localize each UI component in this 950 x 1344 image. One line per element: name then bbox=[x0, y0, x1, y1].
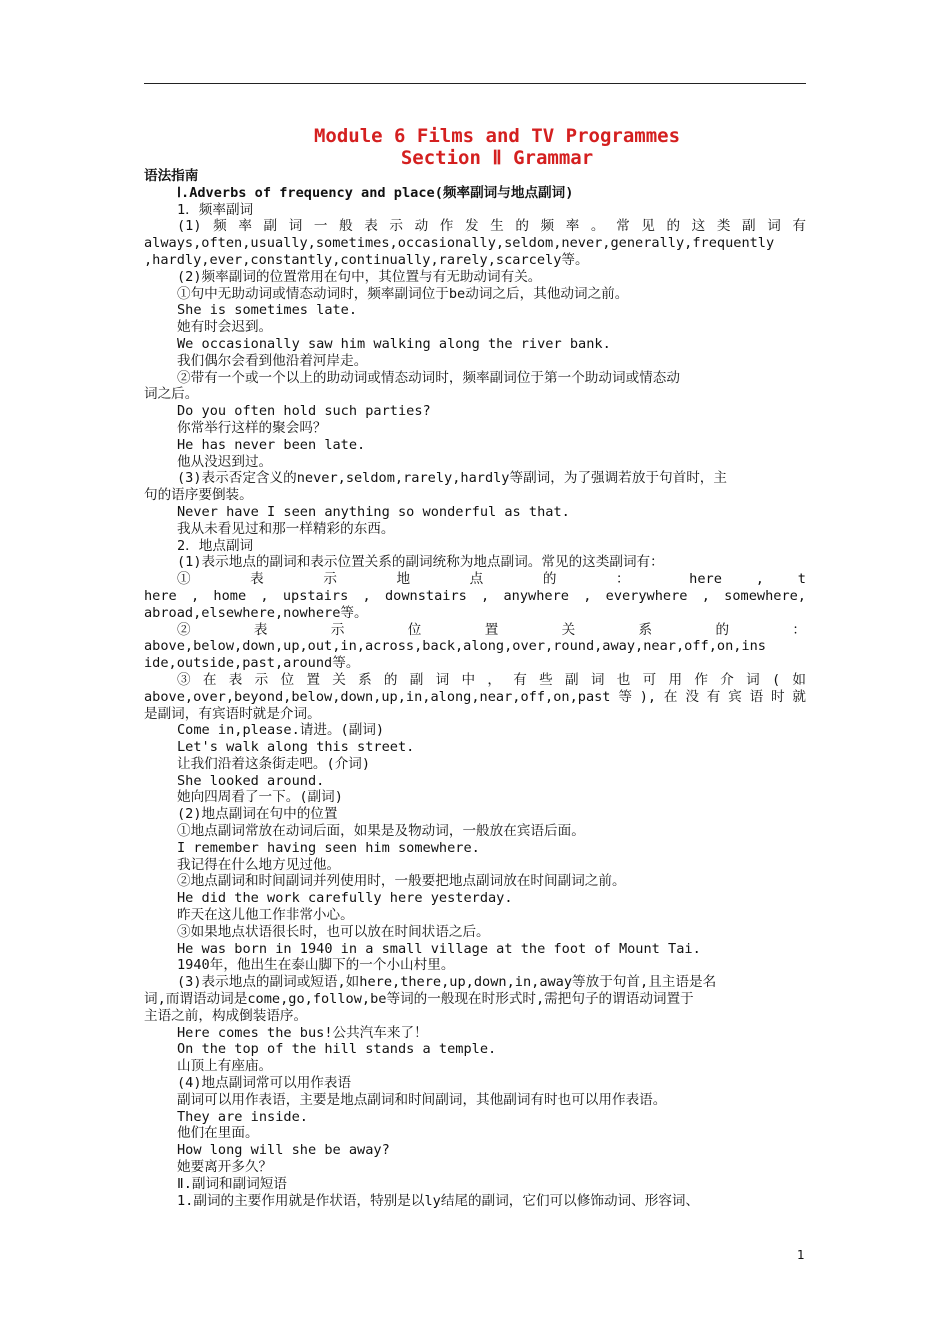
text-line: 1.副词的主要作用就是作状语，特别是以ly结尾的副词，它们可以修饰动词、形容词、 bbox=[177, 1192, 700, 1209]
text-line: abroad,elsewhere,nowhere等。 bbox=[144, 604, 368, 621]
text-line: 副词可以用作表语，主要是地点副词和时间副词，其他副词有时也可以用作表语。 bbox=[177, 1091, 667, 1108]
text-line: ③如果地点状语很长时，也可以放在时间状语之后。 bbox=[177, 923, 490, 940]
text-line: Never have I seen anything so wonderful as that. bbox=[177, 503, 570, 520]
text-line: (2)地点副词在句中的位置 bbox=[177, 806, 338, 823]
text-line: always,often,usually,sometimes,occasionally,seldom,never,generally,frequently bbox=[144, 235, 775, 252]
text-line: 昨天在这儿他工作非常小心。 bbox=[177, 907, 354, 924]
text-line: ① 表 示 地 点 的 ： here , t bbox=[177, 571, 806, 588]
text-line: They are inside. bbox=[177, 1108, 308, 1125]
header-rule bbox=[144, 83, 806, 84]
text-line: 山顶上有座庙。 bbox=[177, 1058, 273, 1075]
text-line: How long will she be away? bbox=[177, 1142, 390, 1159]
text-line: 我们偶尔会看到他沿着河岸走。 bbox=[177, 352, 368, 369]
text-line: 是副词，有宾语时就是介词。 bbox=[144, 705, 321, 722]
text-line: 1．频率副词 bbox=[177, 201, 254, 218]
text-line: Ⅰ.Adverbs of frequency and place(频率副词与地点副词) bbox=[177, 184, 574, 201]
text-line: above,over,beyond,below,down,up,in,along,near,off,on,past等),在没有宾语时就 bbox=[144, 688, 806, 705]
text-line: 她向四周看了一下。(副词) bbox=[177, 789, 343, 806]
text-line: ①地点副词常放在动词后面，如果是及物动词，一般放在宾语后面。 bbox=[177, 823, 585, 840]
text-line: We occasionally saw him walking along the river bank. bbox=[177, 335, 611, 352]
text-line: Let's walk along this street. bbox=[177, 739, 415, 756]
text-line: 他从没迟到过。 bbox=[177, 453, 273, 470]
text-line: ide,outside,past,around等。 bbox=[144, 655, 360, 672]
text-line: He did the work carefully here yesterday. bbox=[177, 890, 513, 907]
text-line: 2．地点副词 bbox=[177, 537, 254, 554]
text-line: (3)表示地点的副词或短语,如here,there,up,down,in,away等放于句首,且主语是名 bbox=[177, 974, 717, 991]
text-line: She looked around. bbox=[177, 772, 325, 789]
text-line: 我记得在什么地方见过他。 bbox=[177, 856, 341, 873]
text-line: 我从未看见过和那一样精彩的东西。 bbox=[177, 520, 395, 537]
text-line: He was born in 1940 in a small village at the foot of Mount Tai. bbox=[177, 940, 701, 957]
text-line: ②地点副词和时间副词并列使用时，一般要把地点副词放在时间副词之前。 bbox=[177, 873, 626, 890]
text-line: 1940年，他出生在泰山脚下的一个小山村里。 bbox=[177, 957, 455, 974]
text-line: 他们在里面。 bbox=[177, 1125, 259, 1142]
text-line: (2)频率副词的位置常用在句中，其位置与有无助动词有关。 bbox=[177, 268, 542, 285]
text-line: 她要离开多久？ bbox=[177, 1159, 273, 1176]
text-line: (3)表示否定含义的never,seldom,rarely,hardly等副词，为了强调若放于句首时，主 bbox=[177, 470, 727, 487]
text-line: I remember having seen him somewhere. bbox=[177, 839, 480, 856]
body-lines bbox=[144, 185, 806, 1210]
text-line: (4)地点副词常可以用作表语 bbox=[177, 1075, 352, 1092]
text-line: Come in,please.请进。(副词) bbox=[177, 722, 385, 739]
text-line: Here comes the bus!公共汽车来了！ bbox=[177, 1024, 428, 1041]
text-line: 让我们沿着这条街走吧。(介词) bbox=[177, 755, 371, 772]
text-line: ,hardly,ever,constantly,continually,rarely,scarcely等。 bbox=[144, 251, 589, 268]
text-line: ③在表示位置关系的副词中，有些副词也可用作介词(如 bbox=[177, 671, 806, 688]
text-line: 她有时会迟到。 bbox=[177, 319, 273, 336]
text-line: Ⅱ.副词和副词短语 bbox=[177, 1175, 288, 1192]
document-body bbox=[144, 168, 806, 1209]
text-line: ②带有一个或一个以上的助动词或情态动词时，频率副词位于第一个助动词或情态动 bbox=[177, 369, 680, 386]
text-line: 句的语序要倒装。 bbox=[144, 487, 253, 504]
document-title: Module 6 Films and TV Programmes bbox=[313, 125, 681, 147]
document-subtitle: Section Ⅱ Grammar bbox=[400, 147, 594, 169]
text-line: Do you often hold such parties? bbox=[177, 403, 431, 420]
text-line: ② 表 示 位 置 关 系 的 ： bbox=[177, 621, 806, 638]
text-line: ①句中无助动词或情态动词时，频率副词位于be动词之后，其他动词之前。 bbox=[177, 285, 629, 302]
text-line: 词,而谓语动词是come,go,follow,be等词的一般现在时形式时,需把句子的谓语动词置于 bbox=[144, 991, 694, 1008]
page-number: 1 bbox=[797, 1248, 805, 1262]
text-line: (1)表示地点的副词和表示位置关系的副词统称为地点副词。常见的这类副词有： bbox=[177, 554, 664, 571]
text-line: He has never been late. bbox=[177, 436, 366, 453]
text-line: She is sometimes late. bbox=[177, 302, 358, 319]
section-heading: 语法指南 bbox=[144, 168, 199, 184]
text-line: here , home , upstairs , downstairs , anywhere , everywhere , somewhere, bbox=[144, 587, 806, 604]
text-line: On the top of the hill stands a temple. bbox=[177, 1041, 497, 1058]
text-line: (1)频率副词一般表示动作发生的频率。常见的这类副词有 bbox=[177, 218, 806, 235]
text-line: 主语之前，构成倒装语序。 bbox=[144, 1007, 308, 1024]
text-line: 你常举行这样的聚会吗？ bbox=[177, 419, 327, 436]
text-line: 词之后。 bbox=[144, 386, 199, 403]
text-line: above,below,down,up,out,in,across,back,along,over,round,away,near,off,on,ins bbox=[144, 638, 766, 655]
